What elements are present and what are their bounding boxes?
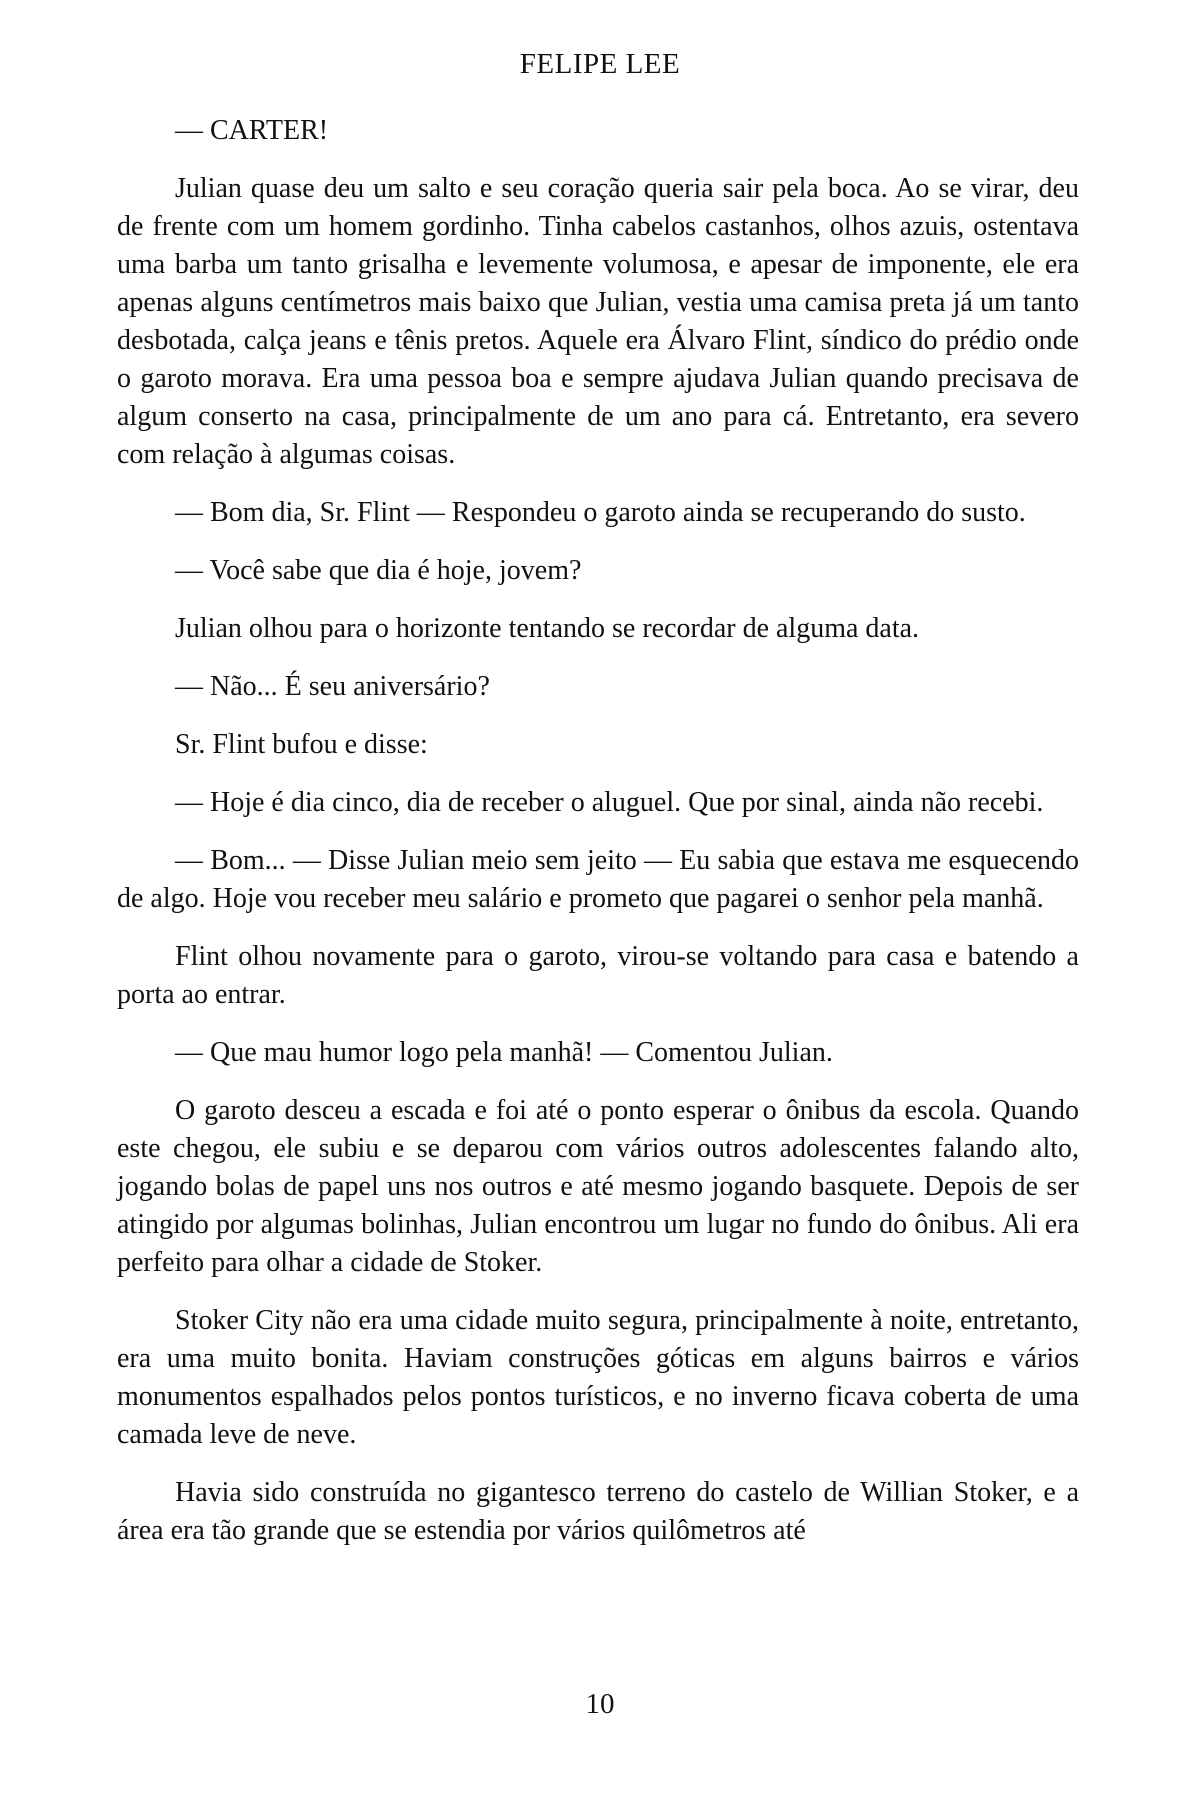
paragraph: Julian quase deu um salto e seu coração queria sair pela boca. Ao se virar, deu de frente com um homem gordinho. Tinha cabelos castanhos, olhos azuis, ostentava uma barba um tanto grisalha e levemente volumosa, e apesar de imponente, ele era apenas alguns centímetros mais baixo que Julian, vestia uma camisa preta já um tanto desbotada, calça jeans e tênis pretos. Aquele era Álvaro Flint, síndico do prédio onde o garoto morava. Era uma pessoa boa e sempre ajudava Julian quando precisava de algum conserto na casa, principalmente de um ano para cá. Entretanto, era severo com relação à algumas coisas. — [117, 173, 1079, 470]
paragraph: — Que mau humor logo pela manhã! — Comentou Julian. — [175, 1037, 833, 1068]
paragraph: Stoker City não era uma cidade muito segura, principalmente à noite, entretanto, era uma muito bonita. Haviam construções góticas em alguns bairros e vários monumentos espalhados pelos pontos turísticos, e no inverno ficava coberta de uma camada leve de neve. — [117, 1305, 1079, 1450]
paragraph: O garoto desceu a escada e foi até o ponto esperar o ônibus da escola. Quando este chegou, ele subiu e se deparou com vários outros adolescentes falando alto, jogando bolas de papel uns nos outros e até mesmo jogando basquete. Depois de ser atingido por algumas bolinhas, Julian encontrou um lugar no fundo do ônibus. Ali era perfeito para olhar a cidade de Stoker. — [117, 1095, 1079, 1278]
paragraph: Havia sido construída no gigantesco terreno do castelo de Willian Stoker, e a área era tão grande que se estendia por vários quilômetros até — [117, 1477, 1079, 1546]
paragraph: — Bom dia, Sr. Flint — Respondeu o garoto ainda se recuperando do susto. — [175, 497, 1026, 528]
paragraph: Julian olhou para o horizonte tentando se recordar de alguma data. — [175, 613, 920, 644]
paragraph: — Hoje é dia cinco, dia de receber o aluguel. Que por sinal, ainda não recebi. — [175, 787, 1044, 818]
page-number: 10 — [585, 1688, 615, 1720]
paragraph: — CARTER! — [175, 115, 329, 146]
paragraph: — Bom... — Disse Julian meio sem jeito — Eu sabia que estava me esquecendo de algo. Hoje vou receber meu salário e prometo que pagarei o senhor pela manhã. — [117, 845, 1079, 914]
running-head: FELIPE LEE — [519, 48, 681, 80]
body-text — [117, 112, 1079, 1570]
paragraph: Sr. Flint bufou e disse: — [175, 729, 428, 760]
paragraph: — Você sabe que dia é hoje, jovem? — [175, 555, 582, 586]
paragraph: Flint olhou novamente para o garoto, virou-se voltando para casa e batendo a porta ao entrar. — [117, 941, 1079, 1010]
paragraph: — Não... É seu aniversário? — [175, 671, 490, 702]
